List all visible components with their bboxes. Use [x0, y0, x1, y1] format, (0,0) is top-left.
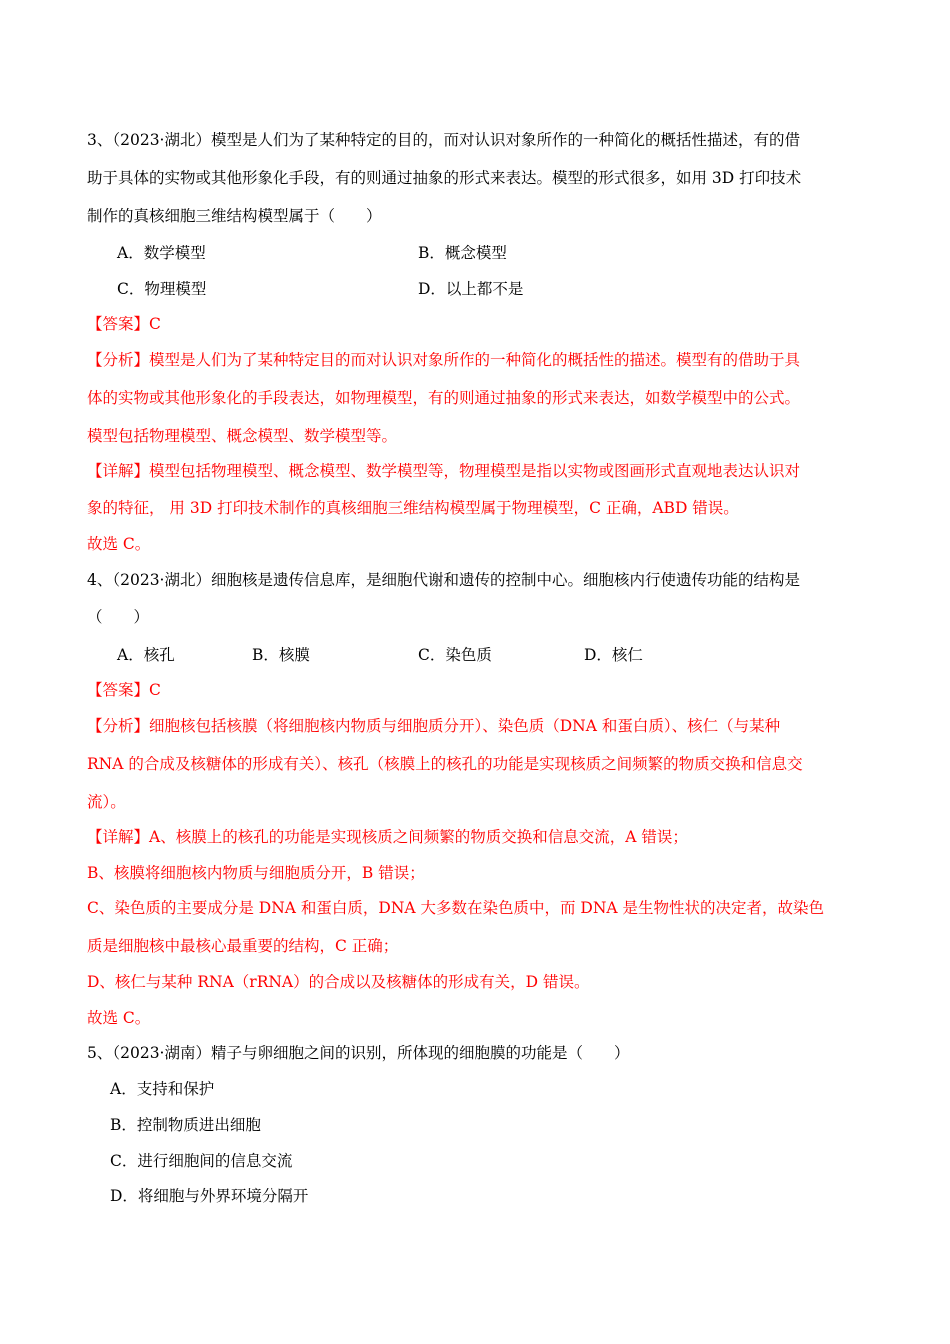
q3-option-d: D．以上都不是: [418, 280, 524, 298]
q3-detail-line-3: 故选 C。: [87, 535, 151, 553]
q4-option-c: C．染色质: [418, 646, 492, 664]
q4-detail-line-4: 质是细胞核中最核心最重要的结构，C 正确；: [87, 937, 399, 955]
q4-stem-line-1: 4、（2023·湖北）细胞核是遗传信息库，是细胞代谢和遗传的控制中心。细胞核内行使遗传功能的结构是: [87, 571, 800, 589]
q3-analysis-line-3: 模型包括物理模型、概念模型、数学模型等。: [87, 427, 398, 445]
q3-option-c: C．物理模型: [117, 280, 207, 298]
q5-option-d: D．将细胞与外界环境分隔开: [110, 1187, 309, 1205]
q4-detail-line-3: C、染色质的主要成分是 DNA 和蛋白质，DNA 大多数在染色质中，而 DNA 是生物性状的决定者，故染色: [87, 899, 825, 917]
q3-option-a: A．数学模型: [117, 244, 206, 262]
q4-analysis-line-3: 流）。: [87, 793, 126, 811]
q4-answer: 【答案】C: [87, 681, 161, 699]
q4-analysis-line-2: RNA 的合成及核糖体的形成有关）、核孔（核膜上的核孔的功能是实现核质之间频繁的物质交换和信息交: [87, 755, 803, 773]
q5-option-b: B．控制物质进出细胞: [110, 1116, 261, 1134]
q5-option-a: A．支持和保护: [110, 1080, 215, 1098]
q4-detail-line-5: D、核仁与某种 RNA（rRNA）的合成以及核糖体的形成有关，D 错误。: [87, 973, 590, 991]
q3-stem-line-2: 助于具体的实物或其他形象化手段，有的则通过抽象的形式来表达。模型的形式很多，如用 3D 打印技术: [87, 169, 802, 187]
q3-analysis-line-1: 【分析】模型是人们为了某种特定目的而对认识对象所作的一种简化的概括性的描述。模型有的借助于具: [87, 351, 801, 369]
q4-option-d: D．核仁: [584, 646, 643, 664]
q3-option-b: B．概念模型: [418, 244, 507, 262]
q4-detail-line-2: B、核膜将细胞核内物质与细胞质分开，B 错误；: [87, 864, 425, 882]
q3-detail-line-1: 【详解】模型包括物理模型、概念模型、数学模型等，物理模型是指以实物或图画形式直观地表达认识对: [87, 462, 801, 480]
q3-stem-line-1: 3、（2023·湖北）模型是人们为了某种特定的目的，而对认识对象所作的一种简化的概括性描述，有的借: [87, 131, 800, 149]
q5-option-c: C．进行细胞间的信息交流: [110, 1152, 293, 1170]
q4-detail-line-6: 故选 C。: [87, 1009, 151, 1027]
q4-analysis-line-1: 【分析】细胞核包括核膜（将细胞核内物质与细胞质分开）、染色质（DNA 和蛋白质）、核仁（与某种: [87, 717, 781, 735]
q3-stem-line-3: 制作的真核细胞三维结构模型属于（ ）: [87, 207, 382, 225]
q4-option-b: B．核膜: [252, 646, 310, 664]
q3-answer: 【答案】C: [87, 315, 161, 333]
q4-option-a: A．核孔: [117, 646, 175, 664]
q3-analysis-line-2: 体的实物或其他形象化的手段表达，如物理模型，有的则通过抽象的形式来表达，如数学模型中的公式。: [87, 389, 801, 407]
q4-detail-line-1: 【详解】A、核膜上的核孔的功能是实现核质之间频繁的物质交换和信息交流，A 错误；: [87, 828, 688, 846]
q5-stem-line-1: 5、（2023·湖南）精子与卵细胞之间的识别，所体现的细胞膜的功能是（ ）: [87, 1044, 630, 1062]
q4-stem-line-2: （ ）: [87, 608, 150, 626]
q3-detail-line-2: 象的特征， 用 3D 打印技术制作的真核细胞三维结构模型属于物理模型，C 正确，ABD 错误。: [87, 499, 739, 517]
